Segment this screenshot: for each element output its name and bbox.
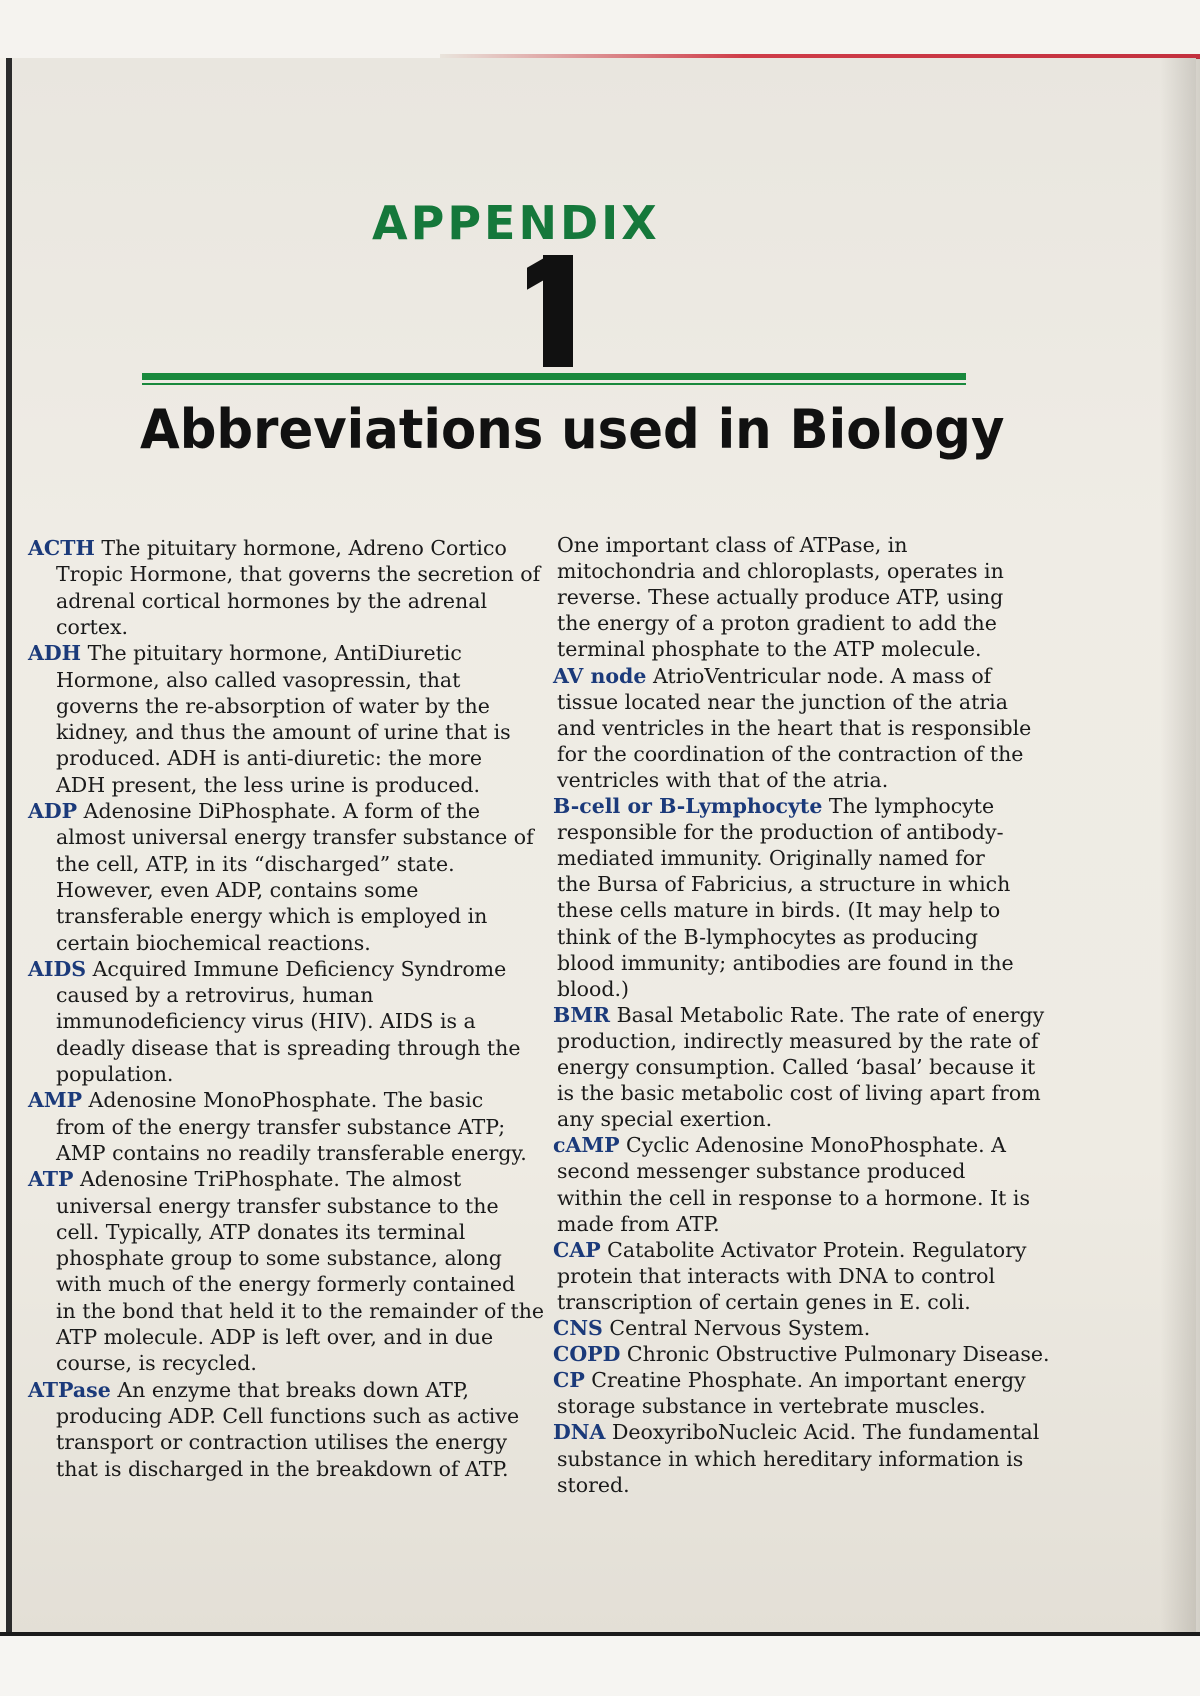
entry-text: immunodeficiency virus (HIV). AIDS is a [56,1009,476,1034]
entry-text: any special exertion. [557,1107,773,1132]
entry-line [553,1133,1006,1157]
entry-text: these cells mature in birds. (It may help to [557,898,1001,923]
entry-text: for the coordination of the contraction of the [557,741,1024,766]
entry-line [557,1290,971,1314]
entry-line [557,898,1000,922]
entry-text: An enzyme that breaks down ATP, [117,1377,470,1402]
entry-line [557,559,1004,583]
entry-line [553,794,994,818]
entry-term: DNA [553,1420,606,1445]
entry-line [56,1036,521,1060]
entry-line [28,641,462,665]
entry-line [56,694,490,718]
appendix-label: APPENDIX [372,196,660,250]
entry-line [553,1003,1044,1027]
entry-line [557,742,1023,766]
entry-text: Adenosine TriPhosphate. The almost [80,1167,462,1192]
entry-line [56,773,480,797]
background-bottom [0,1636,1200,1696]
entry-text: blood immunity; antibodies are found in the [557,950,1014,975]
entry-line [557,1186,1030,1210]
entry-text: responsible for the production of antibody- [557,820,1004,845]
entry-text: blood.) [557,976,630,1001]
entry-text: storage substance in vertebrate muscles. [557,1394,986,1419]
entry-text: adrenal cortical hormones by the adrenal [56,588,488,613]
entry-text: Tropic Hormone, that governs the secretion of [56,562,541,587]
entry-term: ATPase [28,1377,111,1402]
entry-line [56,825,534,849]
entry-line [553,1316,870,1340]
entry-term: CAP [553,1237,601,1262]
entry-line [28,1167,461,1191]
entry-line [557,1107,772,1131]
entry-line [28,799,480,823]
entry-text: Hormone, also called vasopressin, that [56,667,461,692]
entry-text: caused by a retrovirus, human [56,983,374,1008]
entry-line [56,1430,507,1454]
page-shadow [1160,58,1200,1636]
background-top [0,0,1200,58]
entry-term: B-cell or B-Lymphocyte [553,794,823,818]
entry-text: universal energy transfer substance to the [56,1193,499,1218]
entry-text: Cyclic Adenosine MonoPhosphate. A [626,1133,1006,1158]
entry-line [557,768,888,792]
entry-text: producing ADP. Cell functions such as active [56,1403,520,1428]
entry-text: Acquired Immune Deficiency Syndrome [92,956,507,981]
entry-line [553,1238,1027,1262]
entry-line [557,846,985,870]
entry-line [56,589,487,613]
entry-line [557,1029,1038,1053]
entry-line [56,1220,465,1244]
entry-text: transport or contraction utilises the energy [56,1430,508,1455]
entry-line [557,1264,995,1288]
entry-term: BMR [553,1002,611,1027]
entry-text: However, even ADP, contains some [56,877,419,902]
entry-line [56,852,455,876]
entry-text: The pituitary hormone, Adreno Cortico [101,536,507,560]
entry-text: The pituitary hormone, AntiDiuretic [87,641,462,666]
entry-text: ATP molecule. ADP is left over, and in due [56,1325,494,1349]
entry-line [56,1009,476,1033]
entry-text: produced. ADH is anti-diuretic: the more [56,746,483,771]
entry-text: cortex. [56,614,129,639]
entry-text: mitochondria and chloroplasts, operates in [557,559,1004,584]
entry-line [56,1141,527,1165]
entry-line [56,1246,502,1270]
entry-line [56,904,487,928]
entry-line [557,585,1003,609]
entry-text: course, is recycled. [56,1351,257,1376]
entry-text: tissue located near the junction of the atria [557,689,1008,714]
entry-line [56,1457,509,1481]
entry-text: Adenosine MonoPhosphate. The basic [88,1088,484,1113]
entry-text: transcription of certain genes in E. coli. [557,1289,971,1314]
entry-line [557,951,1014,975]
entry-term: ADH [28,641,82,666]
entry-line [557,533,908,557]
entry-text: made from ATP. [557,1211,720,1236]
entry-text: the cell, ATP, in its “discharged” state. [56,851,455,876]
entry-line [553,664,991,688]
entry-text: reverse. These actually produce ATP, using [557,585,1004,610]
entry-text: Basal Metabolic Rate. The rate of energy [616,1002,1045,1027]
entry-text: kidney, and thus the amount of urine that is [56,720,511,745]
entry-line [557,1055,1035,1079]
entry-line [56,615,128,639]
entry-line [557,925,978,949]
entry-line [557,1159,965,1183]
entry-text: with much of the energy formerly contained [56,1272,516,1297]
entry-text: deadly disease that is spreading through the [56,1035,521,1060]
entry-line [553,1368,1026,1392]
entry-text: from of the energy transfer substance ATP; [56,1114,506,1139]
entry-line [557,977,629,1001]
entry-term: AMP [28,1088,83,1113]
entry-term: ACTH [28,536,95,560]
entry-text: Adenosine DiPhosphate. A form of the [83,799,480,823]
entry-text: the Bursa of Fabricius, a structure in which [557,872,1011,897]
entry-term: CNS [553,1316,603,1340]
entry-text: AtrioVentricular node. A mass of [652,663,992,688]
entry-text: DeoxyriboNucleic Acid. The fundamental [611,1420,1040,1445]
entry-text: that is discharged in the breakdown of ATP. [56,1456,509,1481]
entry-line [28,536,507,560]
entry-line [56,1272,515,1296]
entry-text: energy consumption. Called ‘basal’ because it [557,1055,1036,1079]
entry-text: Catabolite Activator Protein. Regulatory [607,1237,1027,1262]
entry-term: AV node [553,663,647,688]
entry-text: the energy of a proton gradient to add the [557,611,997,636]
entry-line [28,1088,483,1112]
entry-text: substance in which hereditary information is [557,1446,1024,1471]
entry-line [56,1194,499,1218]
entry-line [56,983,373,1007]
entry-line [557,716,1031,740]
entry-text: Central Nervous System. [609,1316,871,1340]
entry-line [28,957,506,981]
entry-line [56,1299,544,1323]
title-rule-thin [142,383,966,385]
appendix-number-glyph [543,255,573,367]
entry-text: Creatine Phosphate. An important energy [591,1368,1026,1393]
entry-text: governs the re-absorption of water by the [56,693,490,718]
entry-term: AIDS [28,956,87,981]
entry-text: within the cell in response to a hormone. It is [557,1185,1030,1210]
page-title: Abbreviations used in Biology [140,398,1005,461]
entry-line [557,690,1008,714]
entry-text: ventricles with that of the atria. [557,767,889,792]
entry-term: ATP [28,1167,74,1192]
entry-text: certain biochemical reactions. [56,930,371,955]
entry-text: almost universal energy transfer substance of [56,825,534,850]
entry-text: in the bond that held it to the remainder of the [56,1298,545,1323]
entry-text: One important class of ATPase, in [557,533,908,557]
entry-text: transferable energy which is employed in [56,904,488,929]
entry-line [557,872,1010,896]
entry-line [557,820,1004,844]
entry-text: The lymphocyte [828,794,995,818]
entry-text: and ventricles in the heart that is responsible [557,715,1032,740]
entry-line [56,1351,257,1375]
entry-line [56,746,482,770]
entry-text: ADH present, the less urine is produced. [56,772,480,797]
title-rule [142,373,966,380]
entry-line [56,1062,173,1086]
entry-line [557,1394,986,1418]
entry-line [56,1325,493,1349]
entry-line [557,1081,1041,1105]
entry-line [56,668,460,692]
entry-text: cell. Typically, ATP donates its terminal [56,1219,466,1244]
entry-text: stored. [557,1472,630,1497]
entry-term: CP [553,1368,585,1393]
entry-line [28,1378,469,1402]
entry-text: population. [56,1062,174,1086]
entry-line [56,1404,519,1428]
entry-text: protein that interacts with DNA to control [557,1263,996,1288]
entry-text: phosphate group to some substance, along [56,1246,502,1271]
entry-line [557,1473,630,1497]
entry-term: cAMP [553,1133,620,1158]
entry-text: mediated immunity. Originally named for [557,846,985,871]
entry-text: is the basic metabolic cost of living apart from [557,1081,1041,1106]
entry-text: Chronic Obstructive Pulmonary Disease. [626,1342,1050,1367]
entry-line [56,562,540,586]
entry-line [557,637,982,661]
entry-term: COPD [553,1342,621,1367]
entry-term: ADP [28,799,78,823]
entry-line [557,1447,1023,1471]
entry-line [553,1342,1050,1366]
entry-line [56,878,418,902]
entry-line [56,1115,505,1139]
entry-line [56,720,511,744]
entry-text: think of the B-lymphocytes as producing [557,924,978,949]
entry-line [557,1212,720,1236]
entry-text: AMP contains no readily transferable energy. [56,1140,527,1165]
entry-line [56,931,371,955]
entry-line [553,1420,1039,1444]
entry-text: second messenger substance produced [557,1159,966,1184]
entry-line [557,611,997,635]
entry-text: terminal phosphate to the ATP molecule. [557,637,982,662]
entry-text: production, indirectly measured by the rate of [557,1028,1039,1053]
